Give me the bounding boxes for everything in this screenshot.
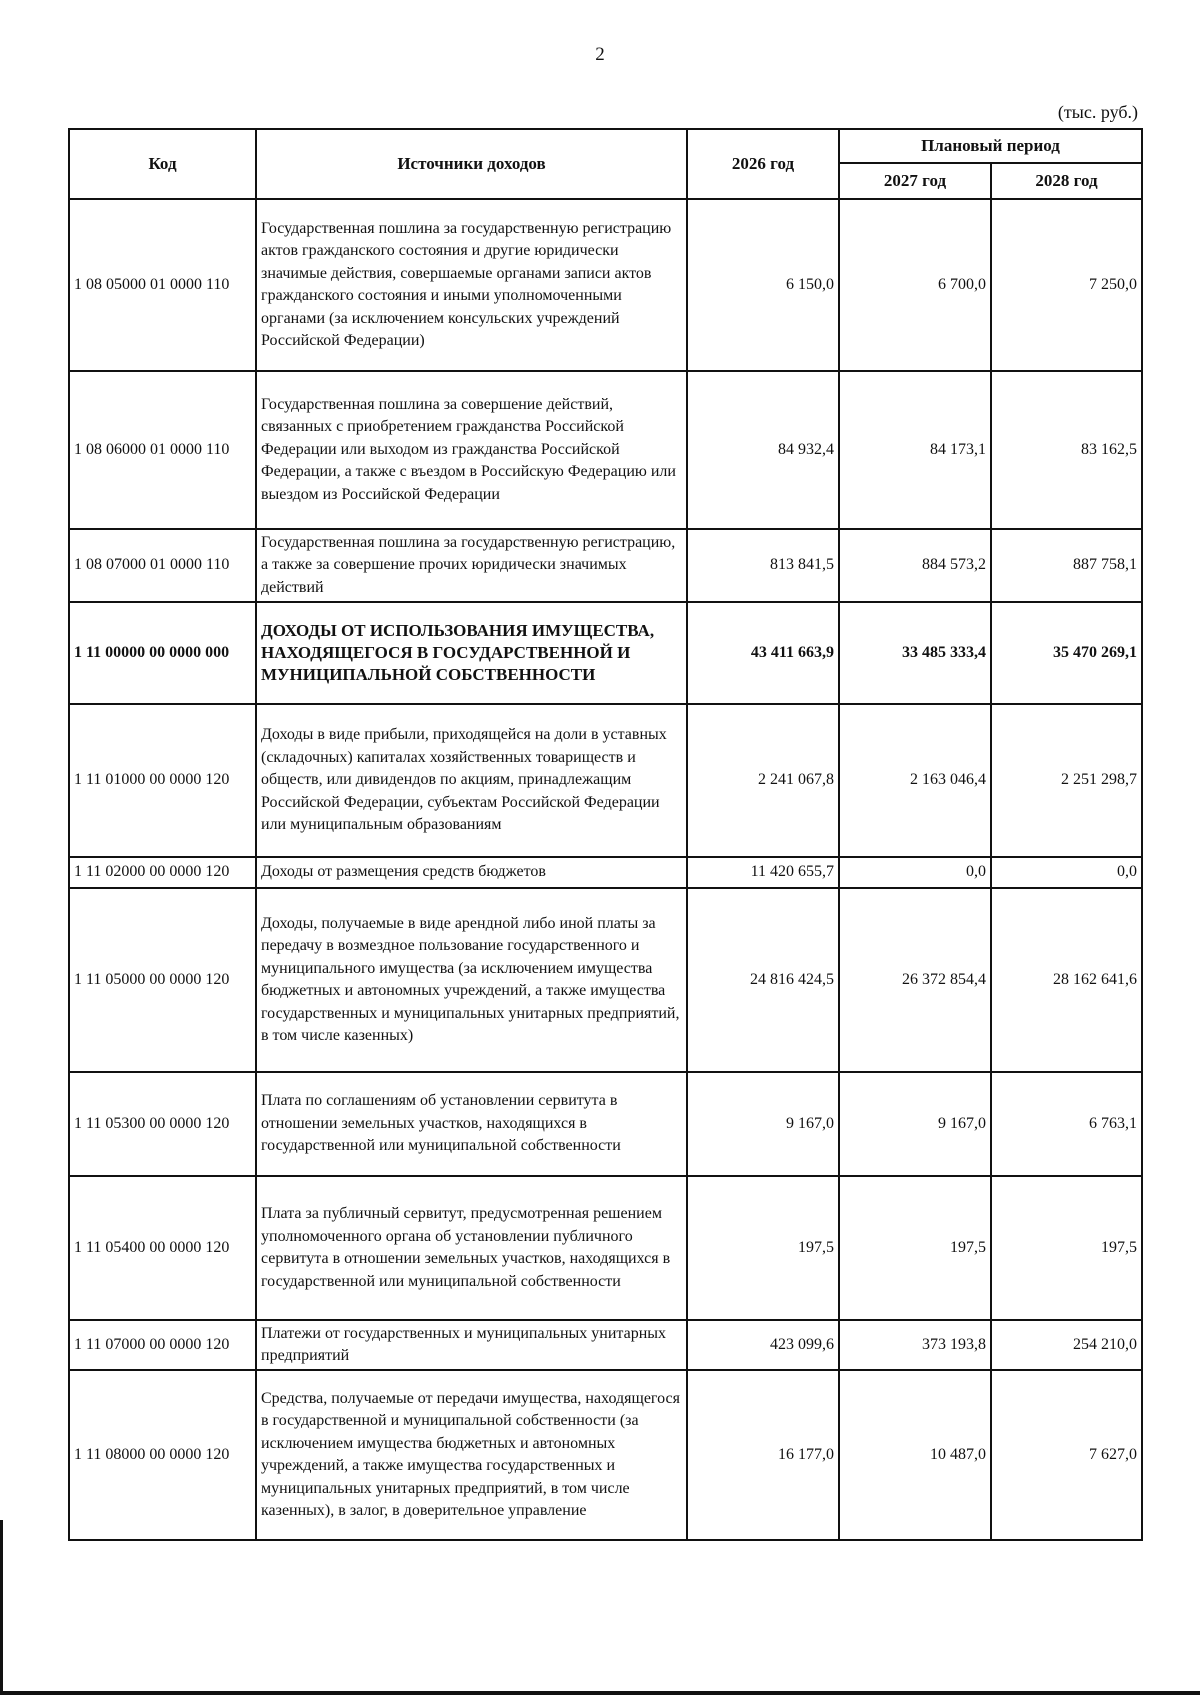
row-source: Государственная пошлина за государственную регистрацию актов гражданского состояния и другие юридически значимые действия, совершаемые органами записи актов гражданского состояния и иными уполномоченными органами (за исключением консульских учреждений Российской Федерации) [256,199,687,371]
row-source: Государственная пошлина за совершение действий, связанных с приобретением гражданства Российской Федерации или выходом из гражданства Российской Федерации, а также с въездом в Российскую Федерацию или выездом из Российской Федерации [256,371,687,529]
row-value-2027: 10 487,0 [839,1370,991,1540]
table-row [69,529,1142,602]
row-value-2026: 16 177,0 [687,1370,839,1540]
row-value-2026: 6 150,0 [687,199,839,371]
row-value-2026: 11 420 655,7 [687,857,839,888]
table-row [69,1072,1142,1176]
header-year-2028: 2028 год [991,163,1142,199]
row-value-2026: 2 241 067,8 [687,704,839,857]
row-value-2026: 9 167,0 [687,1072,839,1176]
table-row [69,1320,1142,1370]
page-number: 2 [595,44,605,65]
row-value-2027: 26 372 854,4 [839,888,991,1072]
row-value-2028: 0,0 [991,857,1142,888]
row-value-2027: 6 700,0 [839,199,991,371]
table-row [69,199,1142,371]
header-year-2027: 2027 год [839,163,991,199]
row-source: Плата за публичный сервитут, предусмотренная решением уполномоченного органа об установлении публичного сервитута в отношении земельных участков, находящихся в государственной или муниципальной собственности [256,1176,687,1320]
row-code: 1 11 00000 00 0000 000 [69,602,256,704]
row-value-2028: 6 763,1 [991,1072,1142,1176]
row-value-2026: 43 411 663,9 [687,602,839,704]
header-year-2026: 2026 год [687,129,839,199]
row-code: 1 11 01000 00 0000 120 [69,704,256,857]
table-row [69,704,1142,857]
row-code: 1 11 05300 00 0000 120 [69,1072,256,1176]
row-value-2028: 197,5 [991,1176,1142,1320]
row-value-2027: 197,5 [839,1176,991,1320]
row-value-2028: 28 162 641,6 [991,888,1142,1072]
row-source: Доходы, получаемые в виде арендной либо иной платы за передачу в возмездное пользование государственного и муниципального имущества (за исключением имущества бюджетных и автономных учреждений, а также имущества государственных и муниципальных унитарных предприятий, в том числе казенных) [256,888,687,1072]
table-row [69,1176,1142,1320]
unit-note: (тыс. руб.) [1057,102,1138,122]
row-code: 1 08 05000 01 0000 110 [69,199,256,371]
row-code: 1 11 07000 00 0000 120 [69,1320,256,1370]
row-value-2026: 423 099,6 [687,1320,839,1370]
row-value-2027: 33 485 333,4 [839,602,991,704]
row-value-2028: 254 210,0 [991,1320,1142,1370]
row-code: 1 08 07000 01 0000 110 [69,529,256,602]
row-value-2026: 24 816 424,5 [687,888,839,1072]
table-header [69,129,1142,199]
table-row [69,888,1142,1072]
row-source: ДОХОДЫ ОТ ИСПОЛЬЗОВАНИЯ ИМУЩЕСТВА, НАХОДЯЩЕГОСЯ В ГОСУДАРСТВЕННОЙ И МУНИЦИПАЛЬНОЙ СОБСТВЕННОСТИ [256,602,687,704]
row-source: Государственная пошлина за государственную регистрацию, а также за совершение прочих юридически значимых действий [256,529,687,602]
row-code: 1 11 05400 00 0000 120 [69,1176,256,1320]
row-value-2027: 373 193,8 [839,1320,991,1370]
row-value-2027: 84 173,1 [839,371,991,529]
revenue-table [68,128,1143,1541]
table-row [69,371,1142,529]
row-value-2028: 7 250,0 [991,199,1142,371]
row-source: Плата по соглашениям об установлении сервитута в отношении земельных участков, находящихся в государственной или муниципальной собственности [256,1072,687,1176]
row-value-2028: 35 470 269,1 [991,602,1142,704]
row-value-2027: 884 573,2 [839,529,991,602]
row-value-2026: 197,5 [687,1176,839,1320]
table-body [69,199,1142,1540]
row-value-2026: 84 932,4 [687,371,839,529]
row-source: Платежи от государственных и муниципальных унитарных предприятий [256,1320,687,1370]
row-code: 1 11 02000 00 0000 120 [69,857,256,888]
row-value-2026: 813 841,5 [687,529,839,602]
row-value-2028: 7 627,0 [991,1370,1142,1540]
table-row [69,857,1142,888]
row-value-2027: 2 163 046,4 [839,704,991,857]
row-source: Средства, получаемые от передачи имущества, находящегося в государственной и муниципальной собственности (за исключением имущества бюджетных и автономных учреждений, а также имущества государственных и муниципальных унитарных предприятий, в том числе казенных), в залог, в доверительное управление [256,1370,687,1540]
scan-edge-bottom [0,1691,1200,1695]
row-source: Доходы от размещения средств бюджетов [256,857,687,888]
row-value-2027: 0,0 [839,857,991,888]
header-code: Код [69,129,256,199]
row-value-2028: 83 162,5 [991,371,1142,529]
row-code: 1 08 06000 01 0000 110 [69,371,256,529]
table-row [69,1370,1142,1540]
row-code: 1 11 05000 00 0000 120 [69,888,256,1072]
row-code: 1 11 08000 00 0000 120 [69,1370,256,1540]
header-planned-period: Плановый период [839,129,1142,163]
row-value-2028: 2 251 298,7 [991,704,1142,857]
row-value-2027: 9 167,0 [839,1072,991,1176]
scan-edge-left [0,1520,3,1695]
row-source: Доходы в виде прибыли, приходящейся на доли в уставных (складочных) капиталах хозяйственных товариществ и обществ, или дивидендов по акциям, принадлежащим Российской Федерации, субъектам Российской Федерации или муниципальным образованиям [256,704,687,857]
table-row [69,602,1142,704]
header-source: Источники доходов [256,129,687,199]
row-value-2028: 887 758,1 [991,529,1142,602]
